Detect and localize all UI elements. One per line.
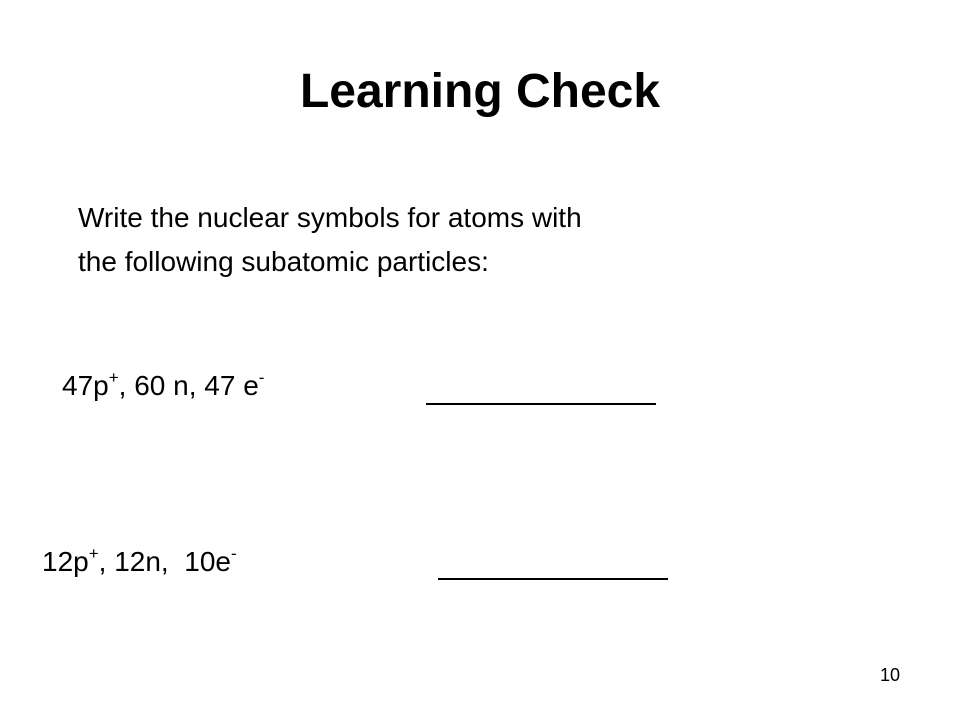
problem-2-proton-charge: +: [88, 544, 99, 563]
problem-1-protons: 47p: [62, 370, 109, 401]
problem-1-answer-blank[interactable]: [426, 403, 656, 405]
problem-1-proton-charge: +: [108, 368, 119, 387]
problem-1-neutrons-electrons: , 60 n, 47 e: [118, 370, 259, 401]
problem-2-answer-blank[interactable]: [438, 578, 668, 580]
problem-2-particles: [42, 544, 237, 580]
slide-number: 10: [880, 665, 901, 685]
problem-2-protons: 12p: [42, 546, 89, 577]
problem-1-particles: [62, 368, 264, 404]
problem-2-neutrons-electrons: , 12n, 10e: [98, 546, 231, 577]
problem-2-electron-charge: -: [231, 544, 237, 563]
problem-1-electron-charge: -: [258, 368, 265, 387]
instructions-line-2: the following subatomic particles:: [78, 246, 489, 277]
instructions-line-1: Write the nuclear symbols for atoms with: [78, 202, 582, 233]
slide-title: Learning Check: [299, 65, 661, 118]
instructions: [78, 196, 798, 284]
